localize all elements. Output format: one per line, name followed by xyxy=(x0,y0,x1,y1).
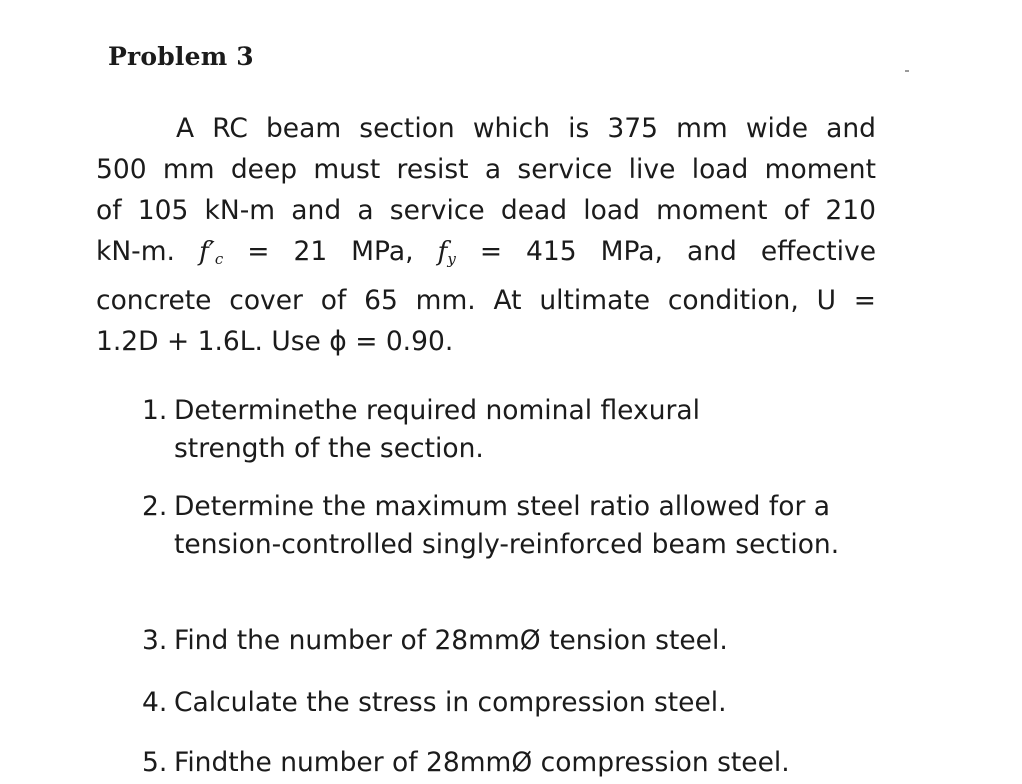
kn-m-text: kN-m. xyxy=(96,236,175,267)
list-item xyxy=(142,488,874,564)
problem-statement xyxy=(96,108,876,362)
item-text: Determine the maximum steel ratio allowed for a tension-controlled singly-reinforced beam section. xyxy=(174,491,840,560)
scan-speck xyxy=(905,70,909,72)
statement-line-4 xyxy=(96,231,876,280)
statement-line-6: 1.2D + 1.6L. Use ϕ = 0.90. xyxy=(96,326,454,357)
statement-line-2: 500 mm deep must resist a service live load moment xyxy=(96,154,876,185)
fy-subscript: y xyxy=(447,250,456,268)
list-item xyxy=(142,684,894,722)
item-number: 3. xyxy=(142,625,168,656)
statement-line-3: of 105 kN-m and a service dead load moment of 210 xyxy=(96,195,876,226)
fc-value: = 21 MPa, xyxy=(247,236,414,267)
list-item xyxy=(142,744,894,782)
problem-title: Problem 3 xyxy=(108,42,254,71)
fc-subscript: c xyxy=(214,250,224,268)
list-item xyxy=(142,622,894,660)
item-text: Find the number of 28mmØ tension steel. xyxy=(174,625,728,656)
item-number: 2. xyxy=(142,491,168,522)
item-number: 5. xyxy=(142,747,168,778)
item-text: Determinethe required nominal flexural strength of the section. xyxy=(174,395,700,464)
item-number: 1. xyxy=(142,395,168,426)
fc-symbol: f′ xyxy=(199,236,215,267)
statement-line-1: A RC beam section which is 375 mm wide and xyxy=(176,113,876,144)
item-number: 4. xyxy=(142,687,168,718)
item-text: Calculate the stress in compression steel. xyxy=(174,687,727,718)
statement-line-5: concrete cover of 65 mm. At ultimate condition, U = xyxy=(96,285,876,316)
fy-symbol: f xyxy=(437,236,448,267)
item-text: Findthe number of 28mmØ compression steel. xyxy=(174,747,790,778)
fy-value: = 415 MPa, and effective xyxy=(479,236,876,267)
list-item xyxy=(142,392,774,468)
